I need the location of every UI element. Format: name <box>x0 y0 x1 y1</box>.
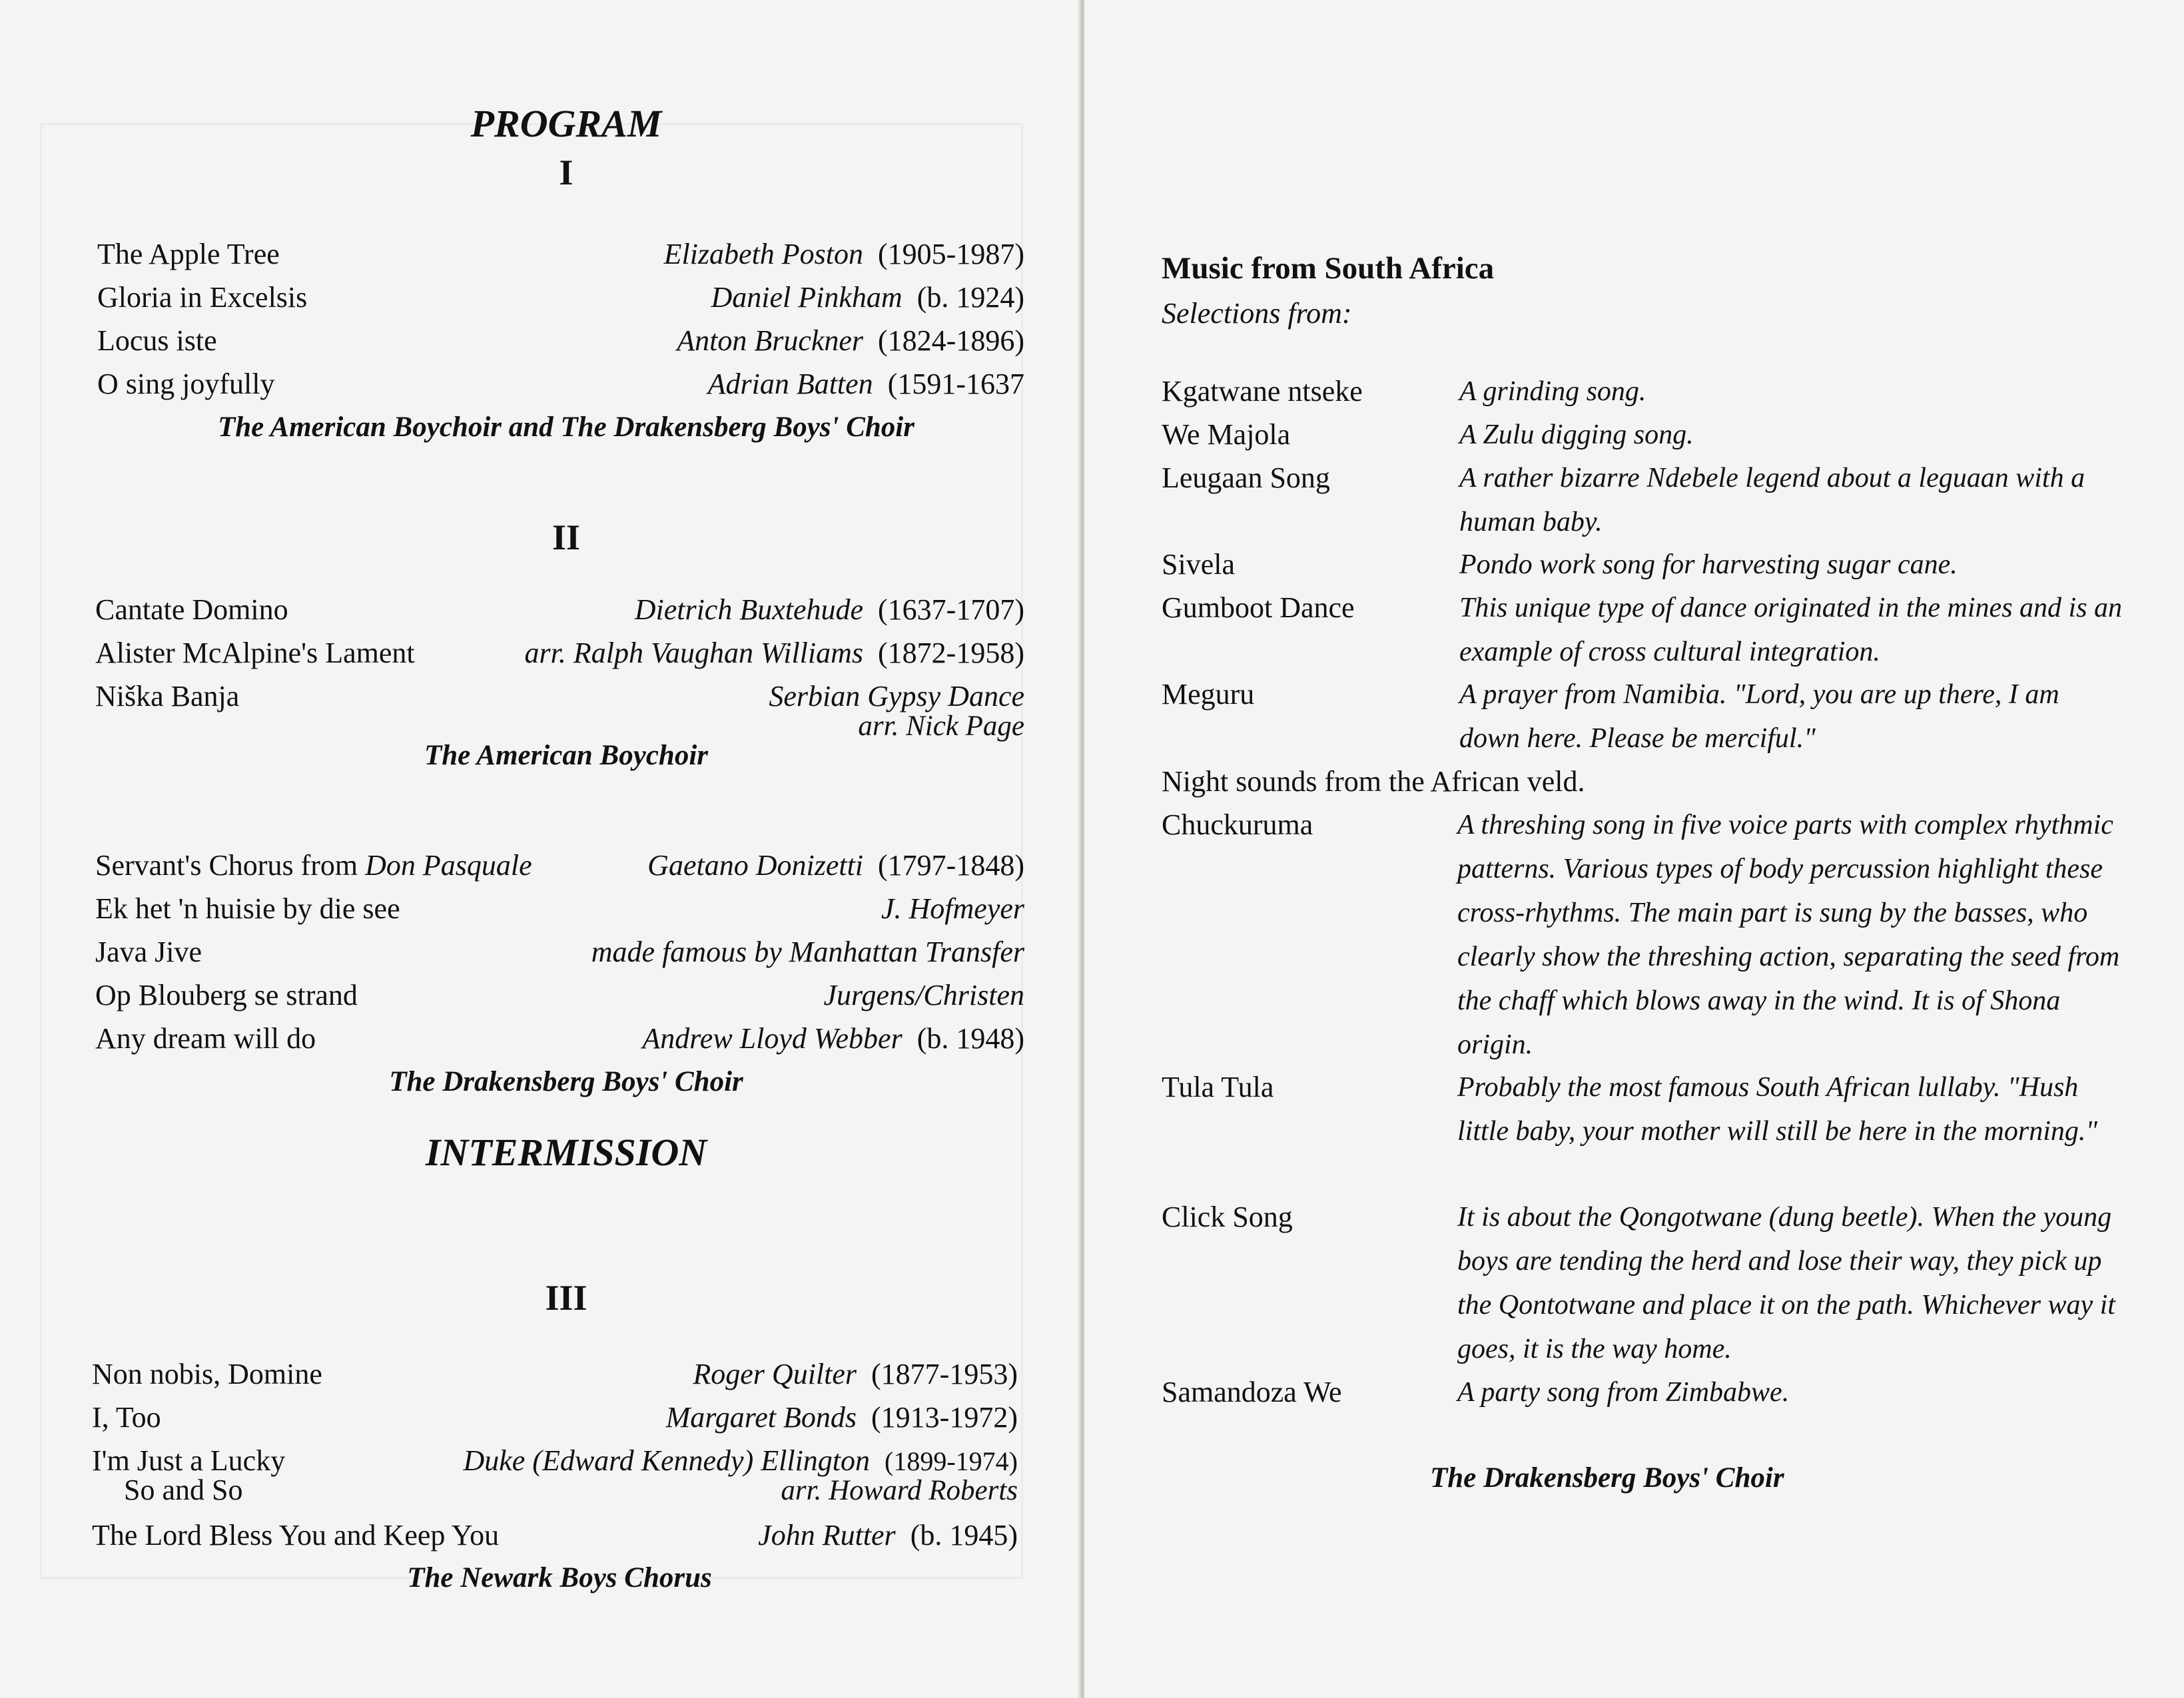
performer-line: The Drakensberg Boys' Choir <box>1430 1462 1784 1494</box>
night-sounds-line: Night sounds from the African veld. <box>1162 765 1585 798</box>
program-item-title: Gloria in Excelsis <box>97 281 308 314</box>
song-name: Sivela <box>1162 548 1235 581</box>
program-heading: PROGRAM <box>470 102 662 145</box>
program-item-composer: Roger Quilter (1877-1953) <box>693 1358 1018 1390</box>
program-item-composer: Jurgens/Christen <box>823 979 1024 1011</box>
program-item-title: Op Blouberg se strand <box>95 979 358 1011</box>
program-item-arranger: arr. Nick Page <box>858 710 1024 742</box>
program-item-composer: Duke (Edward Kennedy) Ellington (1899-1974) <box>463 1444 1018 1477</box>
program-item-arranger: arr. Howard Roberts <box>781 1475 1018 1506</box>
song-description: It is about the Qongotwane (dung beetle). When the young boys are tending the herd and lose their way, they pick up the Qontotwane and place it on the path. Whichever way it goes, it is the way home. <box>1457 1202 2115 1364</box>
section-numeral-3: III <box>545 1278 587 1318</box>
program-item-title: The Apple Tree <box>97 238 280 270</box>
song-name: Samandoza We <box>1162 1376 1342 1408</box>
program-item-composer: Elizabeth Poston (1905-1987) <box>663 238 1024 270</box>
song-name: Meguru <box>1162 678 1255 710</box>
program-item-composer: John Rutter (b. 1945) <box>758 1519 1018 1552</box>
song-description: A party song from Zimbabwe. <box>1457 1377 1790 1408</box>
program-item-title: Locus iste <box>97 324 217 357</box>
song-description: A rather bizarre Ndebele legend about a leguaan with a human baby. <box>1459 463 2085 537</box>
program-item-composer: Serbian Gypsy Dance <box>769 680 1024 712</box>
section-subtitle: Selections from: <box>1162 297 1352 330</box>
program-item-title: Niška Banja <box>95 680 240 712</box>
song-name: We Majola <box>1162 418 1291 451</box>
program-item-title: The Lord Bless You and Keep You <box>92 1519 500 1552</box>
program-item-title-line2: So and So <box>124 1474 243 1506</box>
song-description: A grinding song. <box>1459 376 1646 407</box>
program-item-composer: Anton Bruckner (1824-1896) <box>677 324 1024 357</box>
song-description: A Zulu digging song. <box>1459 420 1694 450</box>
program-item-title: O sing joyfully <box>97 368 275 400</box>
program-item-title: I'm Just a Lucky <box>92 1444 286 1477</box>
song-description: This unique type of dance originated in the mines and is an example of cross cultural integration. <box>1459 593 2123 667</box>
performer-line: The American Boychoir and The Drakensberg Boys' Choir <box>217 412 914 443</box>
section-title: Music from South Africa <box>1162 251 1495 286</box>
section-numeral-1: I <box>559 152 573 192</box>
program-item-title: I, Too <box>92 1401 161 1434</box>
program-item-title: Any dream will do <box>95 1022 316 1055</box>
section-numeral-2: II <box>551 517 581 557</box>
program-item-title: Java Jive <box>95 936 202 968</box>
program-item-composer: made famous by Manhattan Transfer <box>591 936 1024 968</box>
program-item-composer: Dietrich Buxtehude (1637-1707) <box>634 593 1024 626</box>
program-item-composer: Margaret Bonds (1913-1972) <box>665 1401 1018 1434</box>
song-description: Pondo work song for harvesting sugar cane. <box>1459 549 1958 580</box>
program-item-composer: J. Hofmeyer <box>881 892 1024 925</box>
song-name: Kgatwane ntseke <box>1162 375 1363 408</box>
intermission-heading: INTERMISSION <box>425 1131 707 1174</box>
song-name: Chuckuruma <box>1162 808 1313 841</box>
program-item-composer: Andrew Lloyd Webber (b. 1948) <box>642 1022 1024 1055</box>
song-description: A prayer from Namibia. "Lord, you are up there, I am down here. Please be merciful." <box>1459 679 2059 754</box>
song-name: Gumboot Dance <box>1162 591 1355 624</box>
right-page <box>1084 0 2184 1698</box>
program-item-composer: Gaetano Donizetti (1797-1848) <box>647 849 1024 882</box>
performer-line: The Newark Boys Chorus <box>407 1562 712 1593</box>
program-item-composer: arr. Ralph Vaughan Williams (1872-1958) <box>524 637 1024 669</box>
program-item-title: Alister McAlpine's Lament <box>95 637 415 669</box>
program-item-composer: Adrian Batten (1591-1637 <box>707 368 1024 400</box>
performer-line: The Drakensberg Boys' Choir <box>389 1066 743 1097</box>
song-name: Tula Tula <box>1162 1071 1274 1103</box>
program-item-title: Cantate Domino <box>95 593 288 626</box>
left-page <box>0 0 1080 1698</box>
song-description: Probably the most famous South African lullaby. "Hush little baby, your mother will still be here in the morning." <box>1457 1072 2097 1147</box>
program-item-title: Non nobis, Domine <box>92 1358 322 1390</box>
performer-line: The American Boychoir <box>424 740 708 771</box>
song-name: Click Song <box>1162 1201 1293 1233</box>
program-item-composer: Daniel Pinkham (b. 1924) <box>711 281 1024 314</box>
song-name: Leugaan Song <box>1162 461 1330 494</box>
program-item-title: Ek het 'n huisie by die see <box>95 892 400 925</box>
program-item-title: Servant's Chorus from Don Pasquale <box>95 849 532 882</box>
song-description: A threshing song in five voice parts with complex rhythmic patterns. Various types of body percussion highlight these cross-rhythms. The main part is sung by the basses, who clearly show the threshing action, separating the seed from the chaff which blows away in the wind. It is of Shona origin. <box>1457 810 2120 1060</box>
